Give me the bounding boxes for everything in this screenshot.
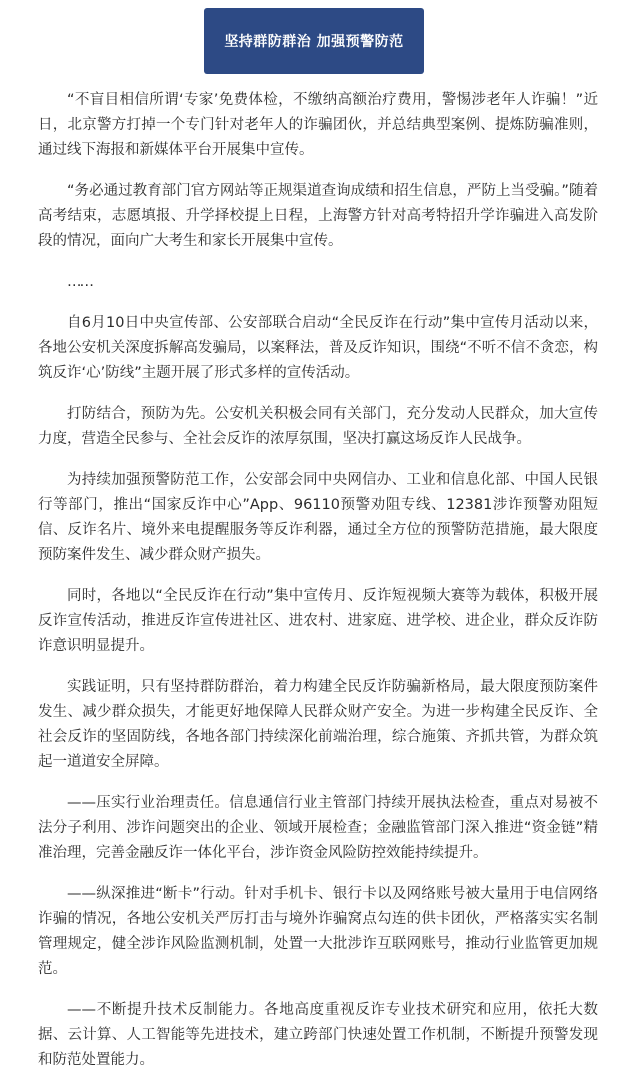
paragraph-prevention-first: 打防结合，预防为先。公安机关积极会同有关部门，充分发动人民群众，加大宣传力度，营造全民参与、全社会反诈的浓厚氛围，坚决打赢这场反诈人民战争。 <box>38 406 598 447</box>
article-title: 坚持群防群治 加强预警防范 <box>224 34 404 50</box>
paragraph-beijing-elderly-fraud: “不盲目相信所谓‘专家’免费体检，不缴纳高额治疗费用，警惕涉老年人诈骗！”近日，北京警方打掉一个专门针对老年人的诈骗团伙，并总结典型案例、提炼防骗准则，通过线下海报和新媒体平台开展集中宣传。 <box>38 92 598 158</box>
paragraph-shanghai-exam-fraud: “务必通过教育部门官方网站等正规渠道查询成绩和招生信息，严防上当受骗。”随着高考结束，志愿填报、升学择校提上日程，上海警方针对高考特招升学诈骗进入高发阶段的情况，面向广大考生和家长开展集中宣传。 <box>38 183 598 249</box>
article-title-banner <box>204 8 424 74</box>
header <box>0 8 628 74</box>
paragraph-warning-tools: 为持续加强预警防范工作，公安部会同中央网信办、工业和信息化部、中国人民银行等部门，推出“国家反诈中心”App、96110预警劝阻专线、12381涉诈预警劝阻短信、反诈名片、境外来电提醒服务等反诈利器，通过全方位的预警防范措施，最大限度预防案件发生、减少群众财产损失。 <box>38 472 598 563</box>
paragraph-industry-governance: ——压实行业治理责任。信息通信行业主管部门持续开展执法检查，重点对易被不法分子利用、涉诈问题突出的企业、领域开展检查；金融监管部门深入推进“资金链”精准治理，完善金融反诈一体化平台，涉诈资金风险防控效能持续提升。 <box>38 795 598 861</box>
paragraph-card-crackdown: ——纵深推进“断卡”行动。针对手机卡、银行卡以及网络账号被大量用于电信网络诈骗的情况，各地公安机关严厉打击与境外诈骗窝点勾连的供卡团伙，严格落实实名制管理规定，健全涉诈风险监测机制，处置一大批涉诈互联网账号，推动行业监管更加规范。 <box>38 886 598 977</box>
paragraph-practice-proves: 实践证明，只有坚持群防群治，着力构建全民反诈防骗新格局，最大限度预防案件发生、减少群众损失，才能更好地保障人民群众财产安全。为进一步构建全民反诈、全社会反诈的坚固防线，各地各部门持续深化前端治理，综合施策、齐抓共管，为群众筑起一道道安全屏障。 <box>38 679 598 770</box>
paragraph-publicity-activities: 同时，各地以“全民反诈在行动”集中宣传月、反诈短视频大赛等为载体，积极开展反诈宣传活动，推进反诈宣传进社区、进农村、进家庭、进学校、进企业，群众反诈防诈意识明显提升。 <box>38 588 598 654</box>
paragraph-campaign-launch: 自6月10日中央宣传部、公安部联合启动“全民反诈在行动”集中宣传月活动以来，各地公安机关深度拆解高发骗局，以案释法，普及反诈知识，围绕“不听不信不贪恋，构筑反诈‘心’防线”主题开展了形式多样的宣传活动。 <box>38 315 598 381</box>
article-body <box>38 88 598 1089</box>
ellipsis-separator: …… <box>67 274 92 290</box>
paragraph-tech-countermeasures: ——不断提升技术反制能力。各地高度重视反诈专业技术研究和应用，依托大数据、云计算、人工智能等先进技术，建立跨部门快速处置工作机制，不断提升预警发现和防范处置能力。 <box>38 1002 598 1068</box>
